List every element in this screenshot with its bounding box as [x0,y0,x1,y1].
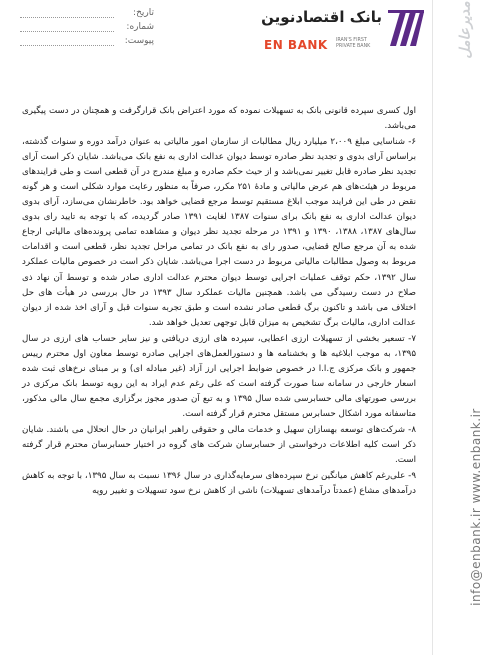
side-website [462,360,490,654]
attachment-field [14,34,154,48]
side-label-text: مدیرعامل [458,1,475,59]
paragraph-1: اول کسری سپرده قانونی بانک به تسهیلات نموده که مورد اعتراض بانک قرارگرفت و همچنان در دست پیگیری می‌باشد. [22,106,416,132]
bank-tagline: IRAN'S FIRST PRIVATE BANK [336,38,371,49]
number-label: شماره: [126,22,154,32]
bank-name-fa: بانک اقتصادنوین [261,8,382,26]
attachment-line [20,37,114,46]
paragraph-7: ۷- تسعیر بخشی از تسهیلات ارزی اعطایی، سپرده های ارزی دریافتی و نیز سایر حساب های ارزی در سال ۱۳۹۵، به موجب ابلاغیه ها و بخشنامه ها و دستورالعمل‌های اجرایی صادره توسط معاون اول محترم رییس جمهور و بانک مرکزی ج.ا.ا در خصوص ضوابط اجرایی ارز آزاد (غیر مبادله ای) و بر مبنای نرخ‌های ثبت شده اسعار خارجی در سامانه سنا صورت گرفته است که علی رغم عدم ایراد به این رویه توسط بانک مرکزی در بررسی صورتهای مالی حسابرسی شده سال ۱۳۹۵ و به تبع آن صدور مجوز برگزاری مجمع سال مالی مذکور، متاسفانه مورد اشکال حسابرس مستقل محترم قرار گرفته است. [22,333,416,419]
letter-header-fields [14,6,154,48]
number-line [20,23,114,32]
bank-logo [258,6,426,54]
bank-mark-icon [386,6,426,52]
date-label: تاریخ: [133,8,154,18]
paragraph-8: ۸- شرکت‌های توسعه بهسازان سهیل و خدمات مالی و حقوقی راهبر ایرانیان در حال انحلال می باشند. شایان ذکر است کلیه اطلاعات درخواستی از حسابرسان شرکت های گروه در اختیار حسابرسان محترم قرار گرفته است. [22,424,416,466]
bank-name-en: EN BANK [264,38,328,52]
date-field [14,6,154,20]
side-label [440,0,492,60]
side-website-text: info@enbank.ir www.enbank.ir [469,408,483,606]
attachment-label: پیوست: [124,36,154,46]
paragraph-9: ۹- علی‌رغم کاهش میانگین نرخ سپرده‌های سرمایه‌گذاری در سال ۱۳۹۶ نسبت به سال ۱۳۹۵، با توجه به کاهش درآمدهای مشاع (عمدتاً درآمدهای تسهیلات) ناشی از کاهش نرخ سود تسهیلات و تغییر رویه [22,471,416,497]
paragraph-6: ۶- شناسایی مبلغ ۲،۰۰۹ میلیارد ریال مطالبات از سازمان امور مالیاتی به عنوان درآمد دوره و سنوات گذشته، براساس آرای بدوی و تجدید نظر صادره توسط دیوان عدالت اداری به نفع بانک می‌باشد. شایان ذکر است آرای تجدید نظر صادره قابل تغییر نمی‌باشد و از حیث حکم صادره و مبلغ مندرج در آن قطعی است و طی فرایندهای مربوط در هیئت‌های هم عرض مالیاتی و مادهٔ ۲۵۱ مکرر، صرفاً به منظور رعایت موارد شکلی است و هر گونه نقض در طی این فرایند موجب ابلاغ مستقیم توسط مرجع قضایی خواهد بود. خاطرنشان می‌سازد، آرای بدوی دیوان عدالت اداری به نفع بانک برای سنوات ۱۳۸۷ لغایت ۱۳۹۱ صادر گردیده، که با توجه به تایید رای بدوی سال‌های ۱۳۸۷، ۱۳۸۸، ۱۳۹۰ و ۱۳۹۱ در مرحله تجدید نظر دیوان و مشاهده تمامی پرونده‌های مالیاتی ارجاع شده به آن مرجع صالح قضایی، صدور رای به نفع بانک در تمامی مراحل تجدید نظر، قطعی است و اقدامات مربوط به وصول مطالبات مالیاتی مربوط در دست اجرا می‌باشد. شایان ذکر است در خصوص مالیات عملکرد سال ۱۳۹۲، حکم توقف عملیات اجرایی توسط دیوان محترم عدالت اداری صادر شده و توسط آن نهاد ذی صلاح در دست رسیدگی می باشد. همچنین مالیات عملکرد سال ۱۳۹۳ در حال بررسی در هیأت های حل اختلاف می باشد و تاکنون برگ قطعی صادر نشده است و طبق تجربه سنوات قبل و آرای اخذ شده از دیوان عدالت اداری، مالیات برگ تشخیص به میزان قابل توجهی تعدیل خواهد شد. [22,137,417,328]
number-field [14,20,154,34]
letter-body [22,104,416,500]
date-line [20,9,114,18]
